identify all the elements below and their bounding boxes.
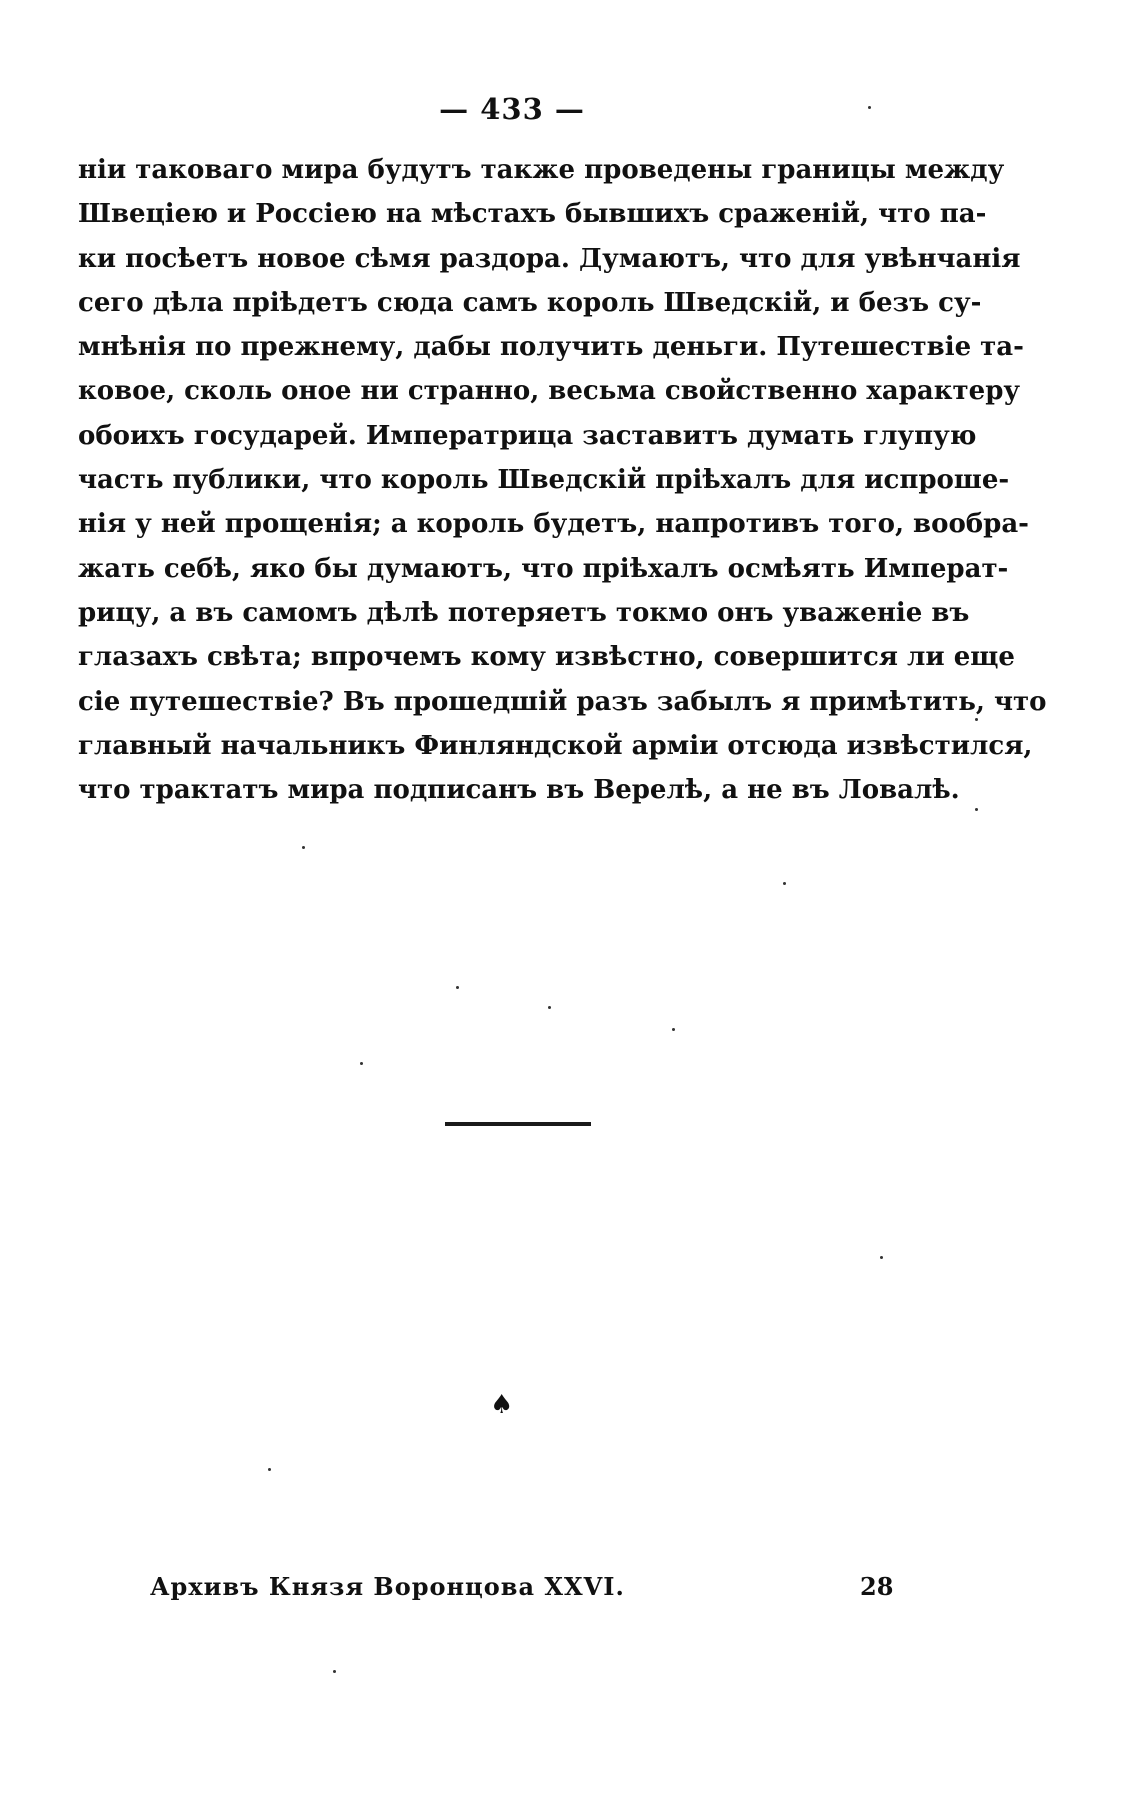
text-line: Швеціею и Россіею на мѣстахъ бывшихъ сраженій, что па- bbox=[78, 199, 987, 230]
text-line: сего дѣла пріѣдетъ сюда самъ король Шведскій, и безъ су- bbox=[78, 287, 982, 318]
scan-speck bbox=[975, 808, 978, 811]
text-line: главный начальникъ Финляндской арміи отсюда извѣстился, bbox=[78, 730, 1033, 761]
text-line: жать себѣ, яко бы думаютъ, что пріѣхалъ осмѣять Императ- bbox=[78, 553, 1009, 584]
text-line: сіе путешествіе? Въ прошедшій разъ забылъ я примѣтить, что bbox=[78, 686, 1047, 717]
scan-speck bbox=[360, 1062, 363, 1065]
scan-speck bbox=[268, 1468, 271, 1471]
ornament-mark: ♠ bbox=[490, 1390, 514, 1420]
scan-speck bbox=[333, 1670, 336, 1673]
section-divider bbox=[445, 1122, 591, 1126]
text-line: обоихъ государей. Императрица заставитъ думать глупую bbox=[78, 420, 977, 451]
text-line: нія у ней прощенія; а король будетъ, напротивъ того, вообра- bbox=[78, 509, 1029, 540]
text-line: ки посѣетъ новое сѣмя раздора. Думаютъ, что для увѣнчанія bbox=[78, 243, 1021, 274]
text-line: что трактатъ мира подписанъ въ Верелѣ, а не въ Ловалѣ. bbox=[78, 775, 960, 806]
footer-signature: Архивъ Князя Воронцова XXVI. bbox=[150, 1572, 625, 1601]
page-number: — 433 — bbox=[439, 92, 585, 126]
scan-speck bbox=[302, 846, 305, 849]
scan-speck bbox=[868, 106, 871, 109]
text-line: мнѣнія по прежнему, дабы получить деньги. Путешествіе та- bbox=[78, 332, 1024, 363]
body-text bbox=[78, 148, 1047, 812]
footer-sheet-number: 28 bbox=[860, 1572, 894, 1601]
text-line: часть публики, что король Шведскій пріѣхалъ для испроше- bbox=[78, 465, 1010, 496]
scan-speck bbox=[880, 1256, 883, 1259]
scan-speck bbox=[672, 1028, 675, 1031]
scan-speck bbox=[548, 1006, 551, 1009]
text-line: ковое, сколь оное ни странно, весьма свойственно характеру bbox=[78, 376, 1021, 407]
text-line: ніи таковаго мира будутъ также проведены границы между bbox=[78, 155, 1005, 185]
scan-speck bbox=[456, 986, 459, 989]
text-line: глазахъ свѣта; впрочемъ кому извѣстно, совершится ли еще bbox=[78, 642, 1015, 673]
scan-speck bbox=[975, 718, 978, 721]
text-line: рицу, а въ самомъ дѣлѣ потеряетъ токмо онъ уваженіе въ bbox=[78, 597, 970, 628]
scan-speck bbox=[783, 882, 786, 885]
